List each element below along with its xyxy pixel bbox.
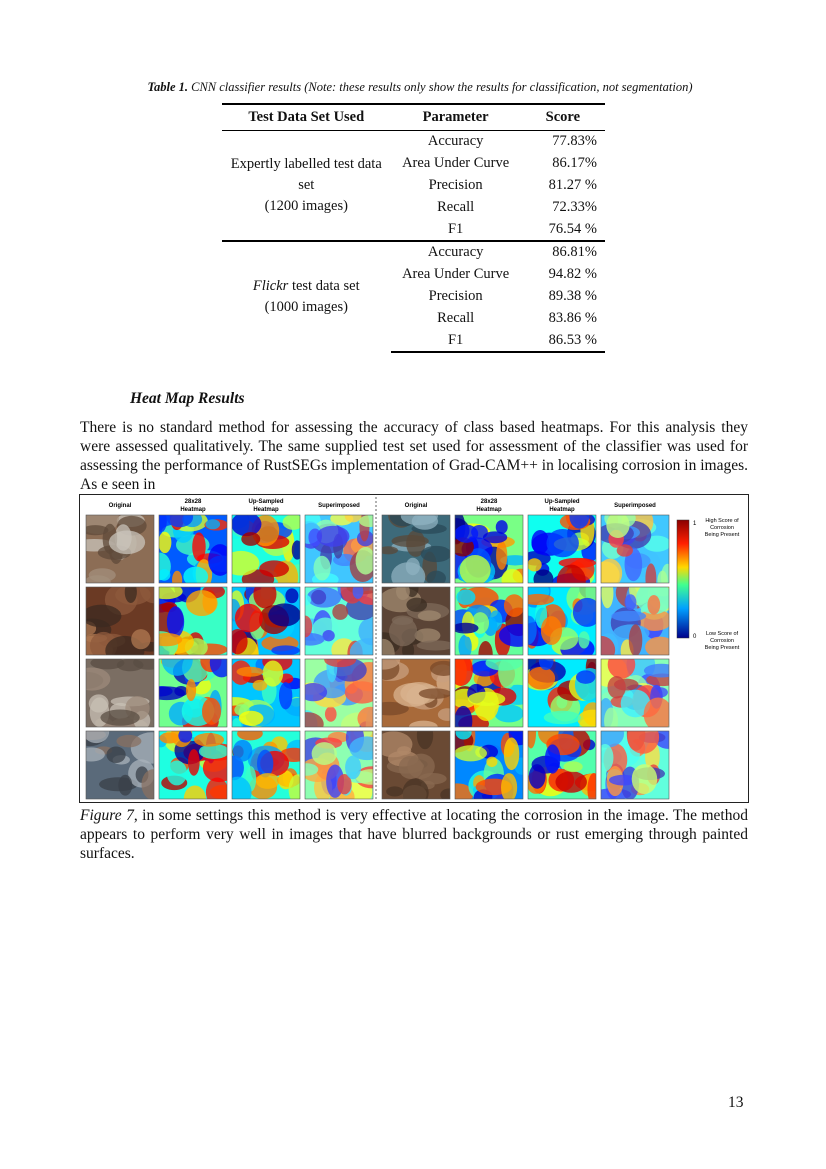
col-header-parameter: Parameter xyxy=(391,104,521,131)
paragraph-2 xyxy=(80,806,748,863)
heatmap-tile xyxy=(449,587,537,668)
heatmap-tile xyxy=(226,576,300,671)
heatmap-tile xyxy=(148,503,236,589)
figure-column-header: Heatmap xyxy=(253,507,279,513)
heatmap-tile xyxy=(295,719,388,802)
colorbar-label: Being Present xyxy=(704,532,740,538)
heatmap-tile xyxy=(515,651,608,734)
score-cell: 86.17% xyxy=(552,155,597,172)
colorbar-label: Corrosion xyxy=(710,638,734,644)
original-image-tile xyxy=(364,650,459,733)
dataset-line: (1200 images) xyxy=(264,197,348,214)
results-table xyxy=(222,103,605,353)
col-header-score: Score xyxy=(521,104,605,131)
score-cell: 86.81% xyxy=(521,241,605,264)
colorbar-label: High Score of xyxy=(705,518,739,524)
heatmap-tile xyxy=(155,721,238,802)
score-cell: 77.83% xyxy=(552,133,597,150)
heatmap-tile xyxy=(524,717,612,802)
original-image-tile xyxy=(80,717,172,800)
heatmap-tile xyxy=(297,509,385,587)
score-cell: 83.86 % xyxy=(548,309,597,326)
heatmap-tile xyxy=(218,508,308,594)
score-cell: 94.82 % xyxy=(548,266,597,283)
heatmap-figure-svg xyxy=(80,495,748,802)
heatmap-tile xyxy=(439,510,530,590)
figure-column-header: Original xyxy=(108,503,132,509)
original-image-tile xyxy=(374,721,457,802)
original-image-tile xyxy=(80,655,165,735)
heatmap-tile xyxy=(445,649,536,736)
dataset-cell-expert xyxy=(222,131,391,241)
table-row xyxy=(222,241,605,264)
parameter-cell: Recall xyxy=(437,309,475,326)
score-cell: 81.27 % xyxy=(548,176,597,193)
dataset-line xyxy=(224,276,389,297)
heatmap-tile xyxy=(522,503,598,597)
colorbar-top-tick: 1 xyxy=(693,521,697,527)
heatmap-tile xyxy=(591,506,675,594)
colorbar xyxy=(677,520,689,638)
section-heading: Heat Map Results xyxy=(130,390,245,407)
flickr-italic: Flickr xyxy=(252,277,289,294)
heatmap-tile xyxy=(590,717,682,800)
heatmap-tile xyxy=(216,652,314,743)
paragraph-1: There is no standard method for assessing the accuracy of class based heatmaps. For this analysis they were assessed qualitatively. The same supplied test set used for assessment of the classifier was used for assessing the performance of RustSEGs implementation of Grad-CAM++ in localising corrosion in images. As e seen in xyxy=(80,419,748,493)
parameter-cell: Area Under Curve xyxy=(402,266,510,283)
table-caption-label: Table 1. xyxy=(147,80,188,94)
page-number: 13 xyxy=(728,1094,744,1111)
heatmap-tile xyxy=(587,571,682,664)
parameter-cell: Accuracy xyxy=(427,133,484,150)
parameter-cell: Precision xyxy=(428,176,483,193)
parameter-cell: Accuracy xyxy=(391,241,521,264)
original-image-tile xyxy=(378,502,451,591)
figure-column-header: Up-Sampled xyxy=(544,499,580,505)
figure-column-header: 28x28 xyxy=(480,499,498,505)
heatmap-tile xyxy=(591,649,679,735)
heatmap-tile xyxy=(148,643,233,735)
dataset-line: Expertly labelled test data xyxy=(230,155,382,172)
table-row xyxy=(222,131,605,153)
figure-column-header: Heatmap xyxy=(180,507,206,513)
original-image-tile xyxy=(366,579,454,669)
figure-column-header: Superimposed xyxy=(614,503,656,509)
figure-reference: Figure 7 xyxy=(80,807,134,824)
dataset-line: set xyxy=(298,176,315,193)
colorbar-label: Low Score of xyxy=(705,631,739,637)
figure-column-header: Superimposed xyxy=(318,503,360,509)
colorbar-label: Being Present xyxy=(704,645,740,651)
colorbar-label: Corrosion xyxy=(710,525,734,531)
score-cell: 89.38 % xyxy=(548,287,597,304)
dataset-cell-flickr xyxy=(222,241,391,352)
col-header-dataset: Test Data Set Used xyxy=(222,104,391,131)
dataset-line-rest: test data set xyxy=(288,277,360,294)
table-caption-text: CNN classifier results (Note: these results only show the results for classification, not segmentation) xyxy=(191,80,693,94)
score-cell: 72.33% xyxy=(552,198,597,215)
colorbar-bottom-tick: 0 xyxy=(693,634,697,640)
heatmap-tile xyxy=(513,574,612,660)
parameter-cell: Area Under Curve xyxy=(402,155,510,172)
original-image-tile xyxy=(80,503,154,589)
figure-column-header: Heatmap xyxy=(476,507,502,513)
figure-column-header: Original xyxy=(404,503,428,509)
heatmap-tile xyxy=(224,727,309,802)
heatmap-tile xyxy=(438,720,530,802)
table-caption xyxy=(80,80,760,95)
heatmap-figure xyxy=(79,494,749,803)
score-cell: 86.53 % xyxy=(521,329,605,352)
figure-column-header: Heatmap xyxy=(549,507,575,513)
heatmap-tile xyxy=(291,650,386,740)
parameter-cell: F1 xyxy=(447,220,464,237)
original-image-tile xyxy=(80,573,167,665)
heatmap-tile xyxy=(292,574,387,666)
figure-column-header: Up-Sampled xyxy=(248,499,284,505)
score-cell: 76.54 % xyxy=(548,220,597,237)
heatmap-tile xyxy=(143,573,228,668)
parameter-cell: Recall xyxy=(437,198,475,215)
parameter-cell: Precision xyxy=(428,287,483,304)
dataset-line: (1000 images) xyxy=(264,298,348,315)
parameter-cell: F1 xyxy=(391,329,521,352)
figure-column-header: 28x28 xyxy=(184,499,202,505)
paragraph-2-text: , in some settings this method is very effective at locating the corrosion in the image. The method appears to perform very well in images that have blurred backgrounds or rust emerging through painted surfaces. xyxy=(80,807,748,862)
